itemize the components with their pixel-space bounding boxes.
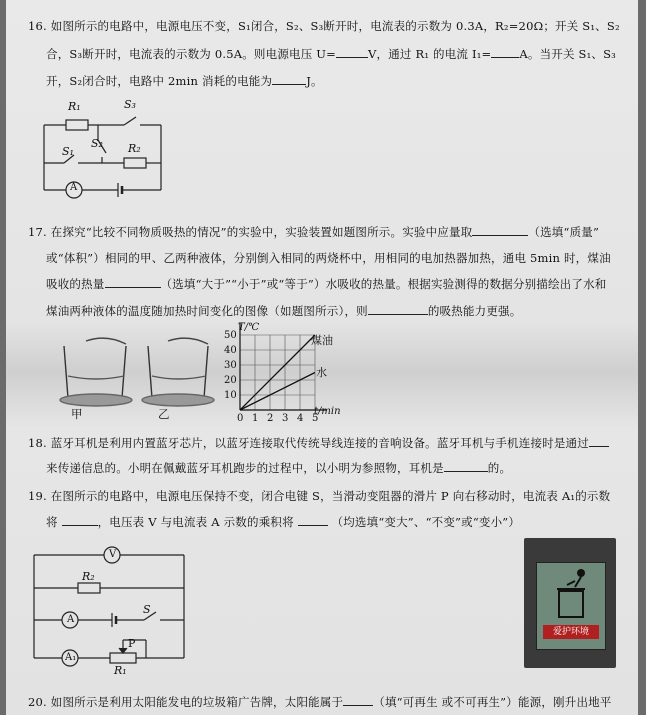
sign-panel <box>536 562 606 650</box>
q18-line1: 18. 蓝牙耳机是利用内置蓝牙芯片，以蓝牙连接取代传统导线连接的音响设备。蓝牙耳机与手机连接时是通过 <box>28 435 609 451</box>
x-tick-label: 5 <box>312 413 319 424</box>
label-a: A <box>67 614 75 625</box>
r2-resistor <box>124 158 146 168</box>
label-r1: R₁ <box>68 100 81 113</box>
label-r2: R₂ <box>128 142 141 155</box>
q19-circuit-diagram <box>26 540 196 675</box>
trash-bin-sign-photo <box>524 538 616 668</box>
legend-kerosene: 煤油 <box>311 334 333 347</box>
q20-line1: 20. 如图所示是利用太阳能发电的垃圾箱广告牌，太阳能属于 （填“可再生 或不可再生”）能源，刚升出地平 <box>28 695 612 709</box>
r1-resistor <box>66 120 88 130</box>
y-tick-label: 50 <box>224 330 237 341</box>
x-tick-label: 4 <box>297 413 304 424</box>
rheostat-r1 <box>110 653 136 663</box>
q17-line4: 煤油两种液体的温度随加热时间变化的图像（如题图所示），则 的吸热能力更强。 <box>46 304 522 318</box>
q16-line3: 开，S₂闭合时，电路中 2min 消耗的电能为 J。 <box>46 74 323 88</box>
x-tick-label: 3 <box>282 413 289 424</box>
label-s3: S₃ <box>124 98 136 111</box>
x-tick-label: 2 <box>267 413 274 424</box>
label-p: P <box>128 637 136 650</box>
r2-resistor <box>78 583 100 593</box>
y-tick-label: 10 <box>224 390 237 401</box>
y-tick-label: 40 <box>224 345 237 356</box>
chart-xlabel: t/min <box>314 406 341 417</box>
y-tick-label: 30 <box>224 360 237 371</box>
q16-line1: 16. 如图所示的电路中，电源电压不变，S₁闭合，S₂、S₃断开时，电流表的示数为 0.3A，R₂=20Ω；开关 S₁、S₂ <box>28 19 620 33</box>
q18-line2: 来传递信息的。小明在佩戴蓝牙耳机跑步的过程中，以小明为参照物，耳机是 的。 <box>46 461 512 475</box>
x-tick-label: 1 <box>252 413 259 424</box>
legend-water: 水 <box>316 366 327 379</box>
label-ammeter: A <box>70 182 78 193</box>
q16-circuit-diagram <box>36 95 186 205</box>
exam-sheet <box>6 0 638 715</box>
label-s: S <box>143 603 151 616</box>
q17-line1: 17. 在探究“比较不同物质吸热的情况”的实验中，实验装置如题图所示。实验中应量取 （选填“质量” <box>28 225 600 239</box>
label-r1-q19: R₁ <box>114 664 127 677</box>
label-r2-q19: R₂ <box>82 570 95 583</box>
label-v: V <box>109 549 117 560</box>
y-tick-label: 20 <box>224 375 237 386</box>
series-line-1 <box>240 373 315 411</box>
q19-line2: 将 ，电压表 V 与电流表 A 示数的乘积将 （均选填“变大”、“不变”或“变小”） <box>46 515 521 529</box>
recycle-person-icon <box>537 563 605 623</box>
sign-text: 爱护环境 <box>543 625 599 639</box>
label-s1: S₁ <box>62 145 74 158</box>
beaker-label-jia: 甲 <box>71 407 83 421</box>
series-line-0 <box>240 335 315 410</box>
q17-line2: 或“体积”）相同的甲、乙两种液体，分别倒入相同的两烧杯中，用相同的电加热器加热，通电 5min 时，煤油 <box>46 251 611 265</box>
q16-line2: 合，S₃断开时，电流表的示数为 0.5A。则电源电压 U= V，通过 R₁ 的电流 I₁= A。当开关 S₁、S₃ <box>46 47 616 61</box>
label-s2: S₂ <box>91 137 103 150</box>
q17-line3: 吸收的热量 （选填“大于”“小于”或“等于”）水吸收的热量。根据实验测得的数据分别描绘出了水和 <box>46 277 607 291</box>
chart-ylabel: T/℃ <box>238 322 260 333</box>
x-tick-label: 0 <box>237 413 244 424</box>
label-a1: A₁ <box>65 652 77 663</box>
q19-line1: 19. 在图所示的电路中，电源电压保持不变，闭合电键 S，当滑动变阻器的滑片 P 向右移动时，电流表 A₁的示数 <box>28 489 611 503</box>
beaker-label-yi: 乙 <box>158 407 170 421</box>
